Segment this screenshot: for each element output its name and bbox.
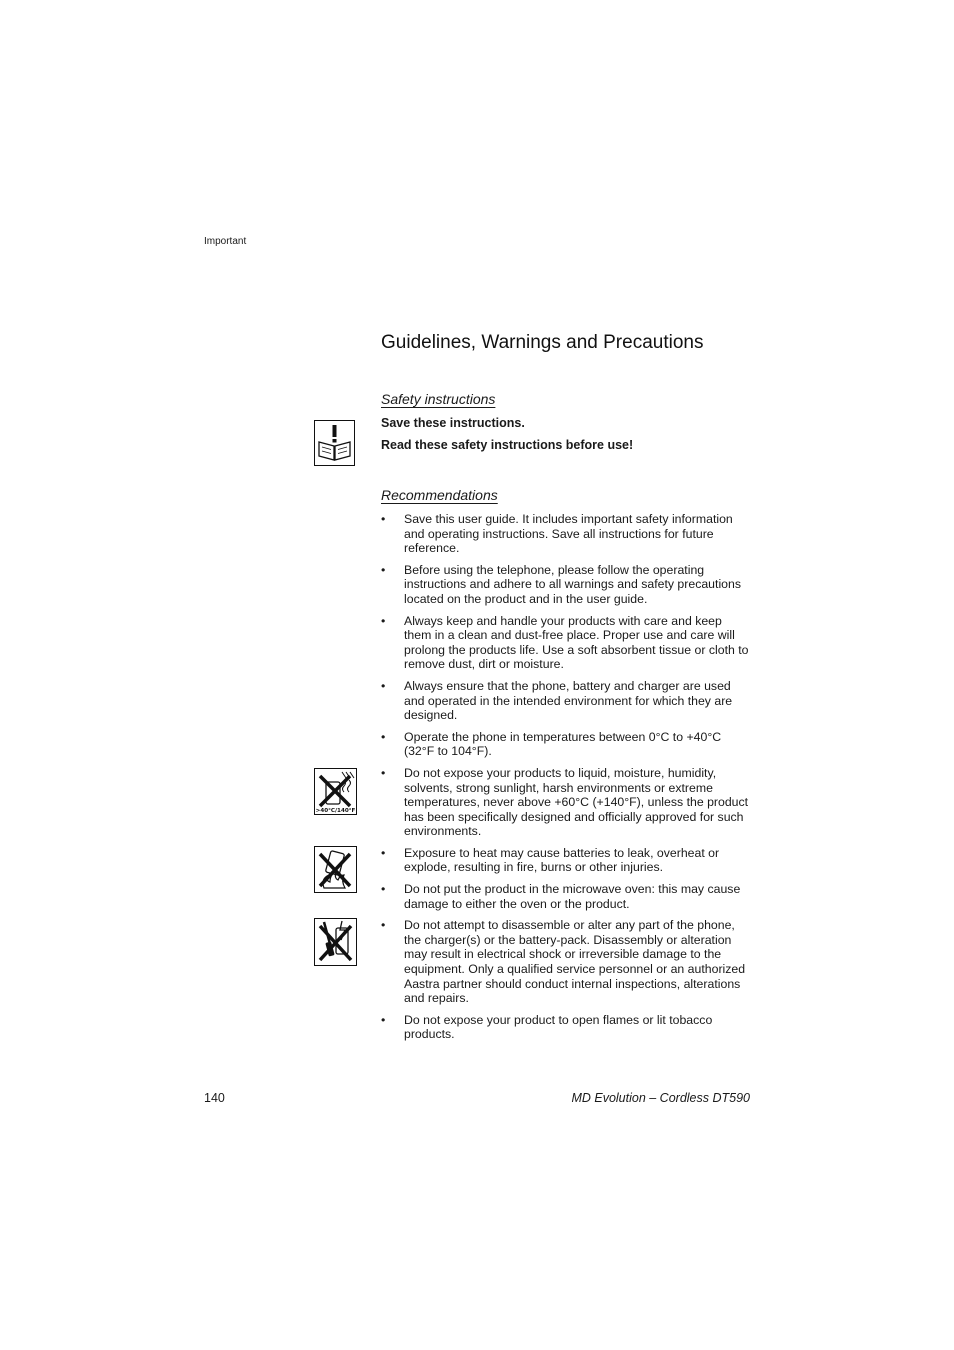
temperature-label: >40°C/140°F (315, 808, 356, 814)
read-manual-warning-icon (314, 420, 355, 466)
recommendations-heading: Recommendations (381, 487, 498, 503)
list-item: • Do not expose your products to liquid, moisture, humidity, solvents, strong sunlight, harsh environments or extreme temperatures, never above +60°C (+140°F), unless the product has been specifically designed and officially approved for such environments. (381, 766, 751, 839)
safety-line-read: Read these safety instructions before use! (381, 438, 634, 452)
page-number: 140 (204, 1091, 225, 1105)
list-item: • Exposure to heat may cause batteries to leak, overheat or explode, resulting in fire, burns or other injuries. (381, 846, 751, 875)
section-label: Important (204, 236, 247, 247)
safety-heading: Safety instructions (381, 391, 496, 407)
list-item: • Do not put the product in the microwave oven: this may cause damage to either the oven or the product. (381, 882, 751, 911)
page-title: Guidelines, Warnings and Precautions (381, 332, 704, 353)
list-item: • Save this user guide. It includes important safety information and operating instructions. Save all instructions for future reference. (381, 512, 751, 556)
list-item: • Do not expose your product to open flames or lit tobacco products. (381, 1013, 751, 1042)
footer-doc-title: MD Evolution – Cordless DT590 (571, 1091, 750, 1105)
list-item: • Do not attempt to disassemble or alter any part of the phone, the charger(s) or the battery-pack. Disassembly or alteration may result in electrical shock or irreversible damage to the equipment. Only a qualified service personnel or an authorized Aastra partner should conduct internal inspections, alterations and repairs. (381, 918, 751, 1006)
list-item: • Before using the telephone, please follow the operating instructions and adhere to all warnings and safety precautions located on the product and in the user guide. (381, 563, 751, 607)
recommendations-list (381, 512, 751, 1049)
safety-line-save: Save these instructions. (381, 416, 525, 430)
list-item: • Operate the phone in temperatures between 0°C to +40°C (32°F to 104°F). (381, 730, 751, 759)
no-disassembly-icon (314, 918, 357, 966)
list-item: • Always keep and handle your products with care and keep them in a clean and dust-free place. Proper use and care will prolong the products life. Use a soft absorbent tissue or cloth to remove dust, dirt or moisture. (381, 614, 751, 672)
no-liquid-heat-icon (314, 768, 357, 815)
no-fire-icon (314, 846, 357, 893)
list-item: • Always ensure that the phone, battery and charger are used and operated in the intended environment for which they are designed. (381, 679, 751, 723)
